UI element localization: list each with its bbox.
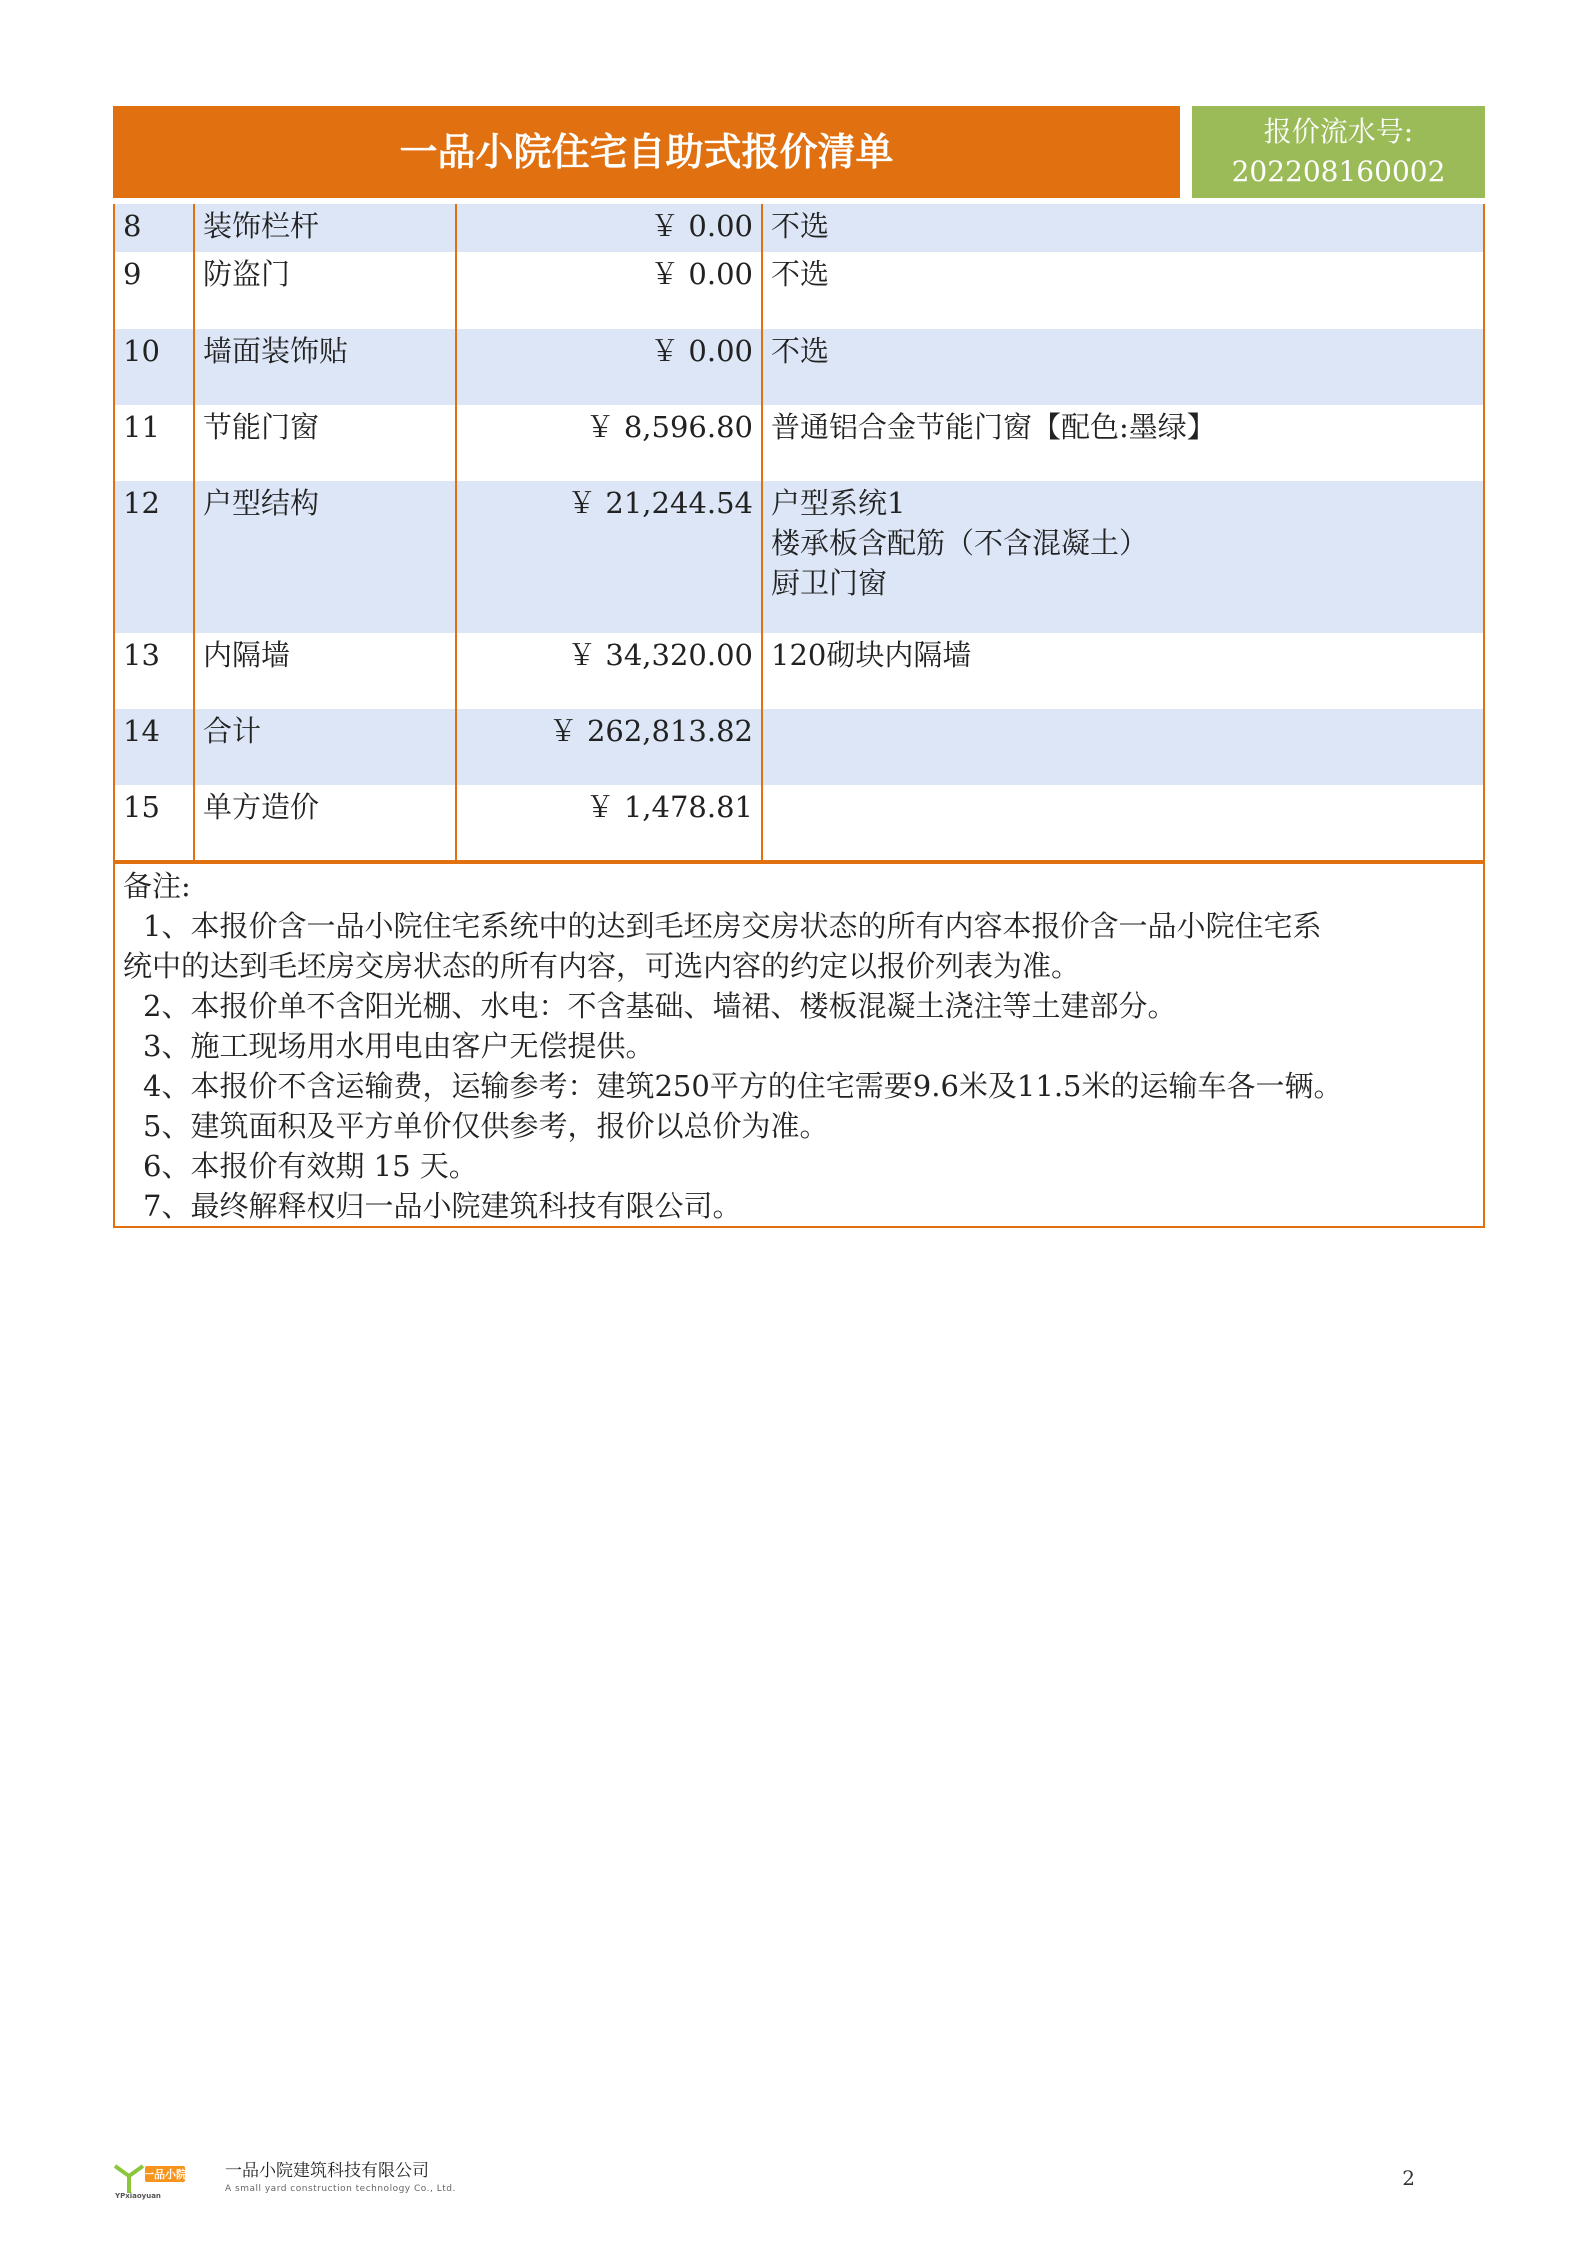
note-line: 不选	[771, 334, 830, 368]
item-name: 内隔墙	[194, 633, 456, 709]
item-price: ￥ 21,244.54	[456, 481, 762, 633]
item-price: ￥ 0.00	[456, 329, 762, 405]
item-price: ￥ 1,478.81	[456, 785, 762, 861]
remark-item: 2、本报价单不含阳光棚、水电：不含基础、墙裙、楼板混凝土浇注等土建部分。	[143, 989, 1177, 1023]
quote-header	[113, 106, 1485, 198]
row-number: 13	[114, 633, 194, 709]
item-note	[762, 633, 1484, 709]
item-note	[762, 329, 1484, 405]
table-row	[114, 785, 1484, 861]
remark-item: 3、施工现场用水用电由客户无偿提供。	[143, 1029, 655, 1063]
item-name: 户型结构	[194, 481, 456, 633]
row-number: 10	[114, 329, 194, 405]
logo-text: 一品小院	[143, 2168, 187, 2181]
item-note	[762, 785, 1484, 861]
remarks-box	[113, 862, 1485, 1228]
item-price: ￥ 0.00	[456, 204, 762, 252]
table-row	[114, 709, 1484, 785]
remarks-label: 备注:	[123, 869, 191, 903]
page-footer	[113, 2160, 1485, 2200]
serial-number: 202208160002	[1231, 155, 1446, 188]
item-note	[762, 204, 1484, 252]
table-row	[114, 204, 1484, 252]
row-number: 12	[114, 481, 194, 633]
note-line: 户型系统1	[771, 486, 906, 520]
table-row	[114, 329, 1484, 405]
item-name: 装饰栏杆	[194, 204, 456, 252]
quote-table	[113, 204, 1485, 862]
item-name: 单方造价	[194, 785, 456, 861]
company-logo-icon	[113, 2160, 223, 2200]
serial-label: 报价流水号:	[1263, 115, 1414, 148]
remark-item: 5、建筑面积及平方单价仅供参考，报价以总价为准。	[143, 1109, 829, 1143]
row-number: 9	[114, 252, 194, 329]
remark-item: 7、最终解释权归一品小院建筑科技有限公司。	[143, 1189, 742, 1223]
item-price: ￥ 8,596.80	[456, 405, 762, 481]
company-name-en: A small yard construction technology Co., Ltd.	[225, 2184, 456, 2194]
item-note	[762, 709, 1484, 785]
item-price: ￥ 0.00	[456, 252, 762, 329]
table-row	[114, 252, 1484, 329]
logo-subtext: YPxiaoyuan	[115, 2192, 161, 2200]
row-number: 11	[114, 405, 194, 481]
serial-number-box	[1192, 106, 1485, 198]
table-row	[114, 405, 1484, 481]
item-note	[762, 252, 1484, 329]
item-price: ￥ 34,320.00	[456, 633, 762, 709]
item-name: 墙面装饰贴	[194, 329, 456, 405]
table-row	[114, 633, 1484, 709]
note-line: 楼承板含配筋（不含混凝土）	[771, 526, 1149, 560]
note-line: 厨卫门窗	[771, 566, 888, 600]
row-number: 14	[114, 709, 194, 785]
note-line: 120砌块内隔墙	[771, 638, 972, 672]
note-line: 不选	[771, 257, 830, 291]
row-number: 15	[114, 785, 194, 861]
note-line: 不选	[771, 209, 830, 243]
item-name: 防盗门	[194, 252, 456, 329]
item-name: 节能门窗	[194, 405, 456, 481]
table-row	[114, 481, 1484, 633]
company-name-cn: 一品小院建筑科技有限公司	[225, 2161, 429, 2181]
item-note	[762, 481, 1484, 633]
remark-item: 6、本报价有效期 15 天。	[143, 1149, 478, 1183]
company-name	[225, 2160, 456, 2196]
item-price: ￥ 262,813.82	[456, 709, 762, 785]
remark-item: 1、本报价含一品小院住宅系统中的达到毛坯房交房状态的所有内容本报价含一品小院住宅系	[143, 909, 1322, 943]
note-line: 普通铝合金节能门窗【配色:墨绿】	[771, 410, 1216, 444]
remark-item: 统中的达到毛坯房交房状态的所有内容，可选内容的约定以报价列表为准。	[123, 949, 1081, 983]
page-title: 一品小院住宅自助式报价清单	[113, 106, 1180, 198]
page-number: 2	[1402, 2166, 1415, 2190]
item-note	[762, 405, 1484, 481]
remark-item: 4、本报价不含运输费，运输参考：建筑250平方的住宅需要9.6米及11.5米的运输车各一辆。	[143, 1069, 1343, 1103]
item-name: 合计	[194, 709, 456, 785]
row-number: 8	[114, 204, 194, 252]
